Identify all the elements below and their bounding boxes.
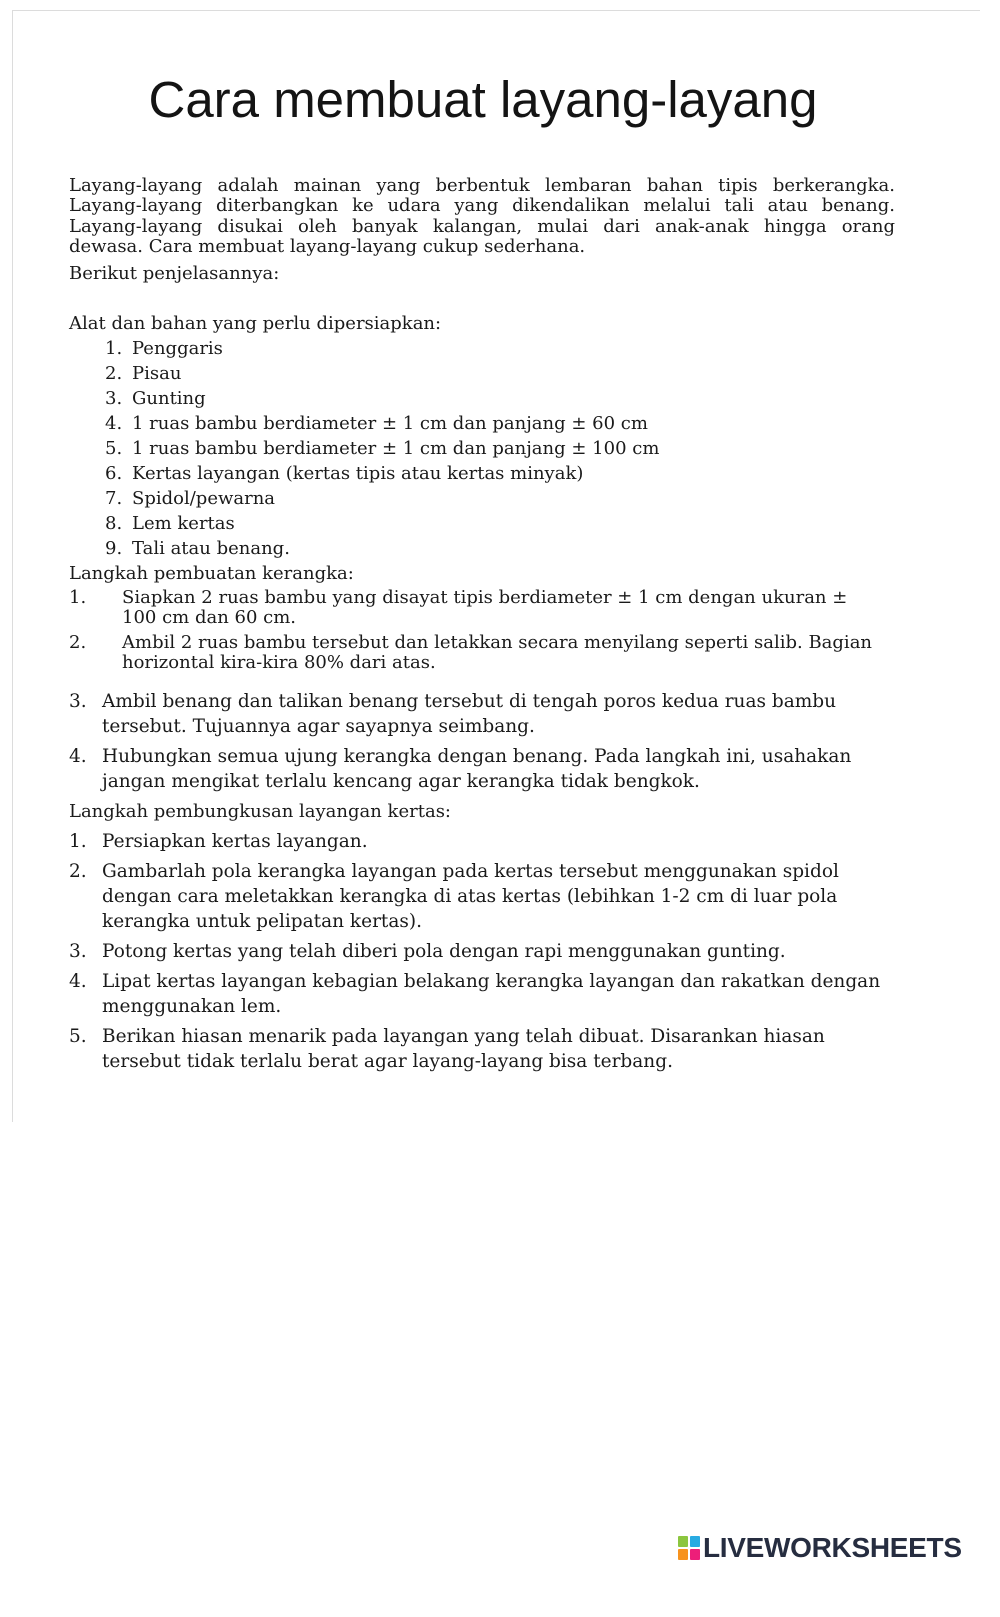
material-item — [69, 486, 899, 511]
liveworksheets-watermark — [678, 1532, 962, 1563]
step-text-line: Persiapkan kertas layangan. — [102, 831, 368, 852]
material-number: 1. — [105, 338, 123, 359]
step-item — [69, 939, 969, 964]
wrapping-steps-list — [69, 829, 969, 1079]
material-item — [69, 336, 899, 361]
material-text: Pisau — [132, 363, 182, 384]
material-item — [69, 461, 899, 486]
step-item — [69, 689, 969, 739]
material-text: Kertas layangan (kertas tipis atau kertas minyak) — [132, 463, 584, 484]
material-text: 1 ruas bambu berdiameter ± 1 cm dan panjang ± 60 cm — [132, 413, 648, 434]
step-text-line: Potong kertas yang telah diberi pola dengan rapi menggunakan gunting. — [102, 941, 786, 962]
material-number: 3. — [105, 388, 123, 409]
material-item — [69, 511, 899, 536]
step-item — [69, 829, 969, 854]
material-text: Penggaris — [132, 338, 223, 359]
step-text — [102, 859, 839, 934]
step-text-line: Lipat kertas layangan kebagian belakang kerangka layangan dan rakatkan dengan — [102, 971, 881, 992]
material-item — [69, 361, 899, 386]
step-item — [69, 744, 969, 794]
frame-steps-heading: Langkah pembuatan kerangka: — [69, 563, 354, 584]
material-number: 8. — [105, 513, 123, 534]
step-text — [102, 689, 836, 739]
step-text-line: Gambarlah pola kerangka layangan pada kertas tersebut menggunakan spidol — [102, 861, 839, 882]
step-text-line: menggunakan lem. — [102, 996, 282, 1017]
material-number: 9. — [105, 538, 123, 559]
step-item — [69, 1024, 969, 1074]
liveworksheets-logo-icon — [678, 1536, 700, 1560]
step-item — [69, 588, 969, 628]
step-text — [102, 744, 851, 794]
frame-steps-list — [69, 588, 969, 678]
step-number: 3. — [69, 941, 87, 962]
frame-steps-list-continued — [69, 689, 969, 799]
step-text-line: jangan mengikat terlalu kencang agar kerangka tidak bengkok. — [102, 771, 700, 792]
step-number: 2. — [69, 632, 87, 653]
step-text-line: Ambil benang dan talikan benang tersebut di tengah poros kedua ruas bambu — [102, 691, 837, 712]
intro-line: dewasa. Cara membuat layang-layang cukup sederhana. — [69, 235, 586, 257]
logo-cell — [690, 1549, 700, 1560]
intro-line: Layang-layang disukai oleh banyak kalangan, mulai dari anak-anak hingga orang — [69, 215, 895, 237]
step-text-line: tersebut tidak terlalu berat agar layang-layang bisa terbang. — [102, 1051, 673, 1072]
material-text: 1 ruas bambu berdiameter ± 1 cm dan panjang ± 100 cm — [132, 438, 660, 459]
logo-cell — [678, 1549, 688, 1560]
logo-cell — [678, 1536, 688, 1547]
step-item — [69, 969, 969, 1019]
material-item — [69, 411, 899, 436]
step-text-line: Siapkan 2 ruas bambu yang disayat tipis berdiameter ± 1 cm dengan ukuran ± — [122, 587, 848, 608]
materials-section — [69, 311, 899, 561]
watermark-text: LIVEWORKSHEETS — [703, 1532, 962, 1563]
step-item — [69, 859, 969, 934]
step-number: 1. — [69, 587, 87, 608]
material-item — [69, 536, 899, 561]
wrapping-steps-heading: Langkah pembungkusan layangan kertas: — [69, 801, 451, 822]
step-text-line: Hubungkan semua ujung kerangka dengan benang. Pada langkah ini, usahakan — [102, 746, 852, 767]
material-text: Gunting — [132, 388, 206, 409]
material-item — [69, 436, 899, 461]
materials-heading: Alat dan bahan yang perlu dipersiapkan: — [69, 313, 442, 334]
material-number: 5. — [105, 438, 123, 459]
step-number: 2. — [69, 861, 87, 882]
step-text — [122, 633, 872, 673]
material-item — [69, 386, 899, 411]
step-number: 3. — [69, 691, 87, 712]
step-text-line: Ambil 2 ruas bambu tersebut dan letakkan secara menyilang seperti salib. Bagian — [122, 632, 873, 653]
step-text-line: dengan cara meletakkan kerangka di atas kertas (lebihkan 1-2 cm di luar pola — [102, 886, 838, 907]
material-number: 2. — [105, 363, 123, 384]
step-text-line: horizontal kira-kira 80% dari atas. — [122, 652, 436, 673]
step-text — [102, 939, 786, 964]
material-number: 4. — [105, 413, 123, 434]
step-text-line: 100 cm dan 60 cm. — [122, 607, 297, 628]
page-title: Cara membuat layang-layang — [148, 71, 818, 128]
material-number: 6. — [105, 463, 123, 484]
step-text — [122, 588, 847, 628]
intro-line: Layang-layang diterbangkan ke udara yang dikendalikan melalui tali atau benang. — [69, 195, 895, 217]
step-number: 4. — [69, 971, 87, 992]
step-number: 1. — [69, 831, 87, 852]
intro-paragraph — [69, 176, 895, 257]
step-text-line: Berikan hiasan menarik pada layangan yang telah dibuat. Disarankan hiasan — [102, 1026, 825, 1047]
step-text — [102, 829, 368, 854]
material-text: Lem kertas — [132, 513, 235, 534]
step-text-line: kerangka untuk pelipatan kertas). — [102, 911, 422, 932]
step-number: 4. — [69, 746, 87, 767]
step-text-line: tersebut. Tujuannya agar sayapnya seimbang. — [102, 716, 535, 737]
logo-cell — [690, 1536, 700, 1547]
step-item — [69, 633, 969, 673]
material-number: 7. — [105, 488, 123, 509]
material-text: Tali atau benang. — [132, 538, 290, 559]
step-text — [102, 1024, 825, 1074]
lead-in-text: Berikut penjelasannya: — [69, 263, 280, 284]
material-text: Spidol/pewarna — [132, 488, 276, 509]
step-text — [102, 969, 880, 1019]
intro-line: Layang-layang adalah mainan yang berbentuk lembaran bahan tipis berkerangka. — [69, 175, 895, 196]
step-number: 5. — [69, 1026, 87, 1047]
